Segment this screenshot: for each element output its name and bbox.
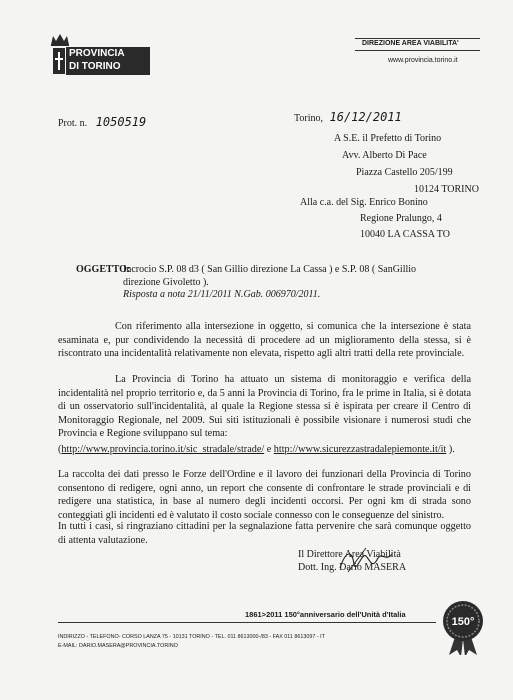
handwritten-signature bbox=[336, 546, 396, 576]
logo-line1: PROVINCIA bbox=[69, 48, 125, 59]
subject-block bbox=[123, 264, 483, 302]
paren: ( bbox=[58, 444, 62, 455]
subject-line: Incrocio S.P. 08 d3 ( San Gillio direzione La Cassa ) e S.P. 08 ( SanGillio bbox=[123, 264, 417, 275]
protocol bbox=[58, 115, 146, 129]
subject-line: direzione Givoletto ). bbox=[123, 276, 209, 288]
paragraph: Con riferimento alla intersezione in oggetto, si comunica che la intersezione è stata esaminata e, pur condividendo la necessità di procedere ad un miglioramento della stessa, si è riscontrato una incidentalità relativamente non elevata, rispetto agli altri tratti della rete provinciale. bbox=[58, 321, 471, 360]
date: 16/12/2011 bbox=[329, 110, 402, 124]
paragraph-links bbox=[58, 443, 478, 457]
department-name: DIREZIONE AREA VIABILITA' bbox=[362, 40, 459, 47]
subject-reply-line: Risposta a nota 21/11/2011 N.Gab. 006970/2011. bbox=[123, 289, 321, 300]
recipient-line: 10124 TORINO bbox=[414, 184, 479, 195]
provincia-logo bbox=[66, 47, 150, 75]
footer-email[interactable]: E-MAIL: DARIO.MASERA@PROVINCIA.TORINO bbox=[58, 643, 178, 649]
logo-line2: DI TORINO bbox=[69, 61, 121, 72]
anniversary-medal-icon bbox=[433, 595, 493, 655]
signature-title: Il Direttore Area Viabilità bbox=[298, 549, 401, 560]
header-divider bbox=[355, 38, 480, 39]
cc-line: Alla c.a. del Sig. Enrico Bonino bbox=[300, 197, 428, 208]
footer-divider bbox=[58, 622, 436, 623]
paren: ). bbox=[446, 444, 455, 455]
footer bbox=[58, 633, 325, 651]
conjunction: e bbox=[264, 444, 274, 455]
coat-of-arms-icon bbox=[53, 48, 65, 74]
paragraph: La Provincia di Torino ha attuato un sistema di monitoraggio e verifica della incidentalità nel proprio territorio e, da 5 anni la Provincia di Torino, fra le prime in Italia, si è dotata di un osservatorio sull'incidentalità, al quale la Regione stessa si è ispirata per creare il Centro di Monitoraggio Regionale, nel 2009. Sui siti istituzionali è possibile visionare i numerosi studi che Provincia e Regione sviluppano sul tema: bbox=[58, 374, 471, 440]
subject-label: OGGETTO: bbox=[76, 264, 131, 275]
recipient-line: A S.E. il Prefetto di Torino bbox=[334, 133, 442, 144]
medal-label: 150° bbox=[451, 616, 475, 628]
recipient-line: Avv. Alberto Di Pace bbox=[342, 150, 427, 161]
anniversary-text: 1861>2011 150°anniversario dell'Unità d'Italia bbox=[245, 610, 406, 619]
link-provincia[interactable]: http://www.provincia.torino.it/sic_stradale/strade/ bbox=[61, 444, 265, 455]
cc-line: 10040 LA CASSA TO bbox=[360, 229, 450, 240]
recipient-block bbox=[334, 130, 484, 198]
cc-block bbox=[300, 195, 490, 243]
crown-icon bbox=[50, 32, 70, 46]
website-link[interactable]: www.provincia.torino.it bbox=[388, 57, 458, 64]
recipient-line: Piazza Castello 205/199 bbox=[356, 167, 453, 178]
protocol-label: Prot. n. bbox=[58, 118, 88, 129]
city: Torino, bbox=[294, 113, 324, 124]
header-divider bbox=[355, 50, 480, 51]
place-date bbox=[294, 110, 402, 124]
paragraph: In tutti i casi, si ringraziano cittadini per la segnalazione fatta pervenire che sarà comunque oggetto di attenta valutazione. bbox=[58, 521, 471, 546]
protocol-number: 1050519 bbox=[95, 115, 147, 129]
link-sicurezza[interactable]: http://www.sicurezzastradalepiemonte.it/it bbox=[273, 444, 447, 455]
paragraph: La raccolta dei dati presso le Forze dell'Ordine e il lavoro dei funzionari della Provincia di Torino consentono di redigere, ogni anno, un report che consente di confrontare le strade provinciali e di redigere una statistica, in base al numero degli incidenti occorsi. Per ogni km di strada sono conteggiati gli incidenti ed è valutato il costo sociale connesso con le conseguenze del sinistro. bbox=[58, 469, 471, 521]
footer-address: INDIRIZZO - TELEFONO- CORSO LANZA 75 - 10131 TORINO - TEL. 011 8613000-/83 - FAX 011 8613097 - IT bbox=[58, 634, 325, 640]
cc-line: Regione Pralungo, 4 bbox=[360, 213, 442, 224]
signature-name: Dott. Ing. Dario MASERA bbox=[298, 562, 407, 573]
